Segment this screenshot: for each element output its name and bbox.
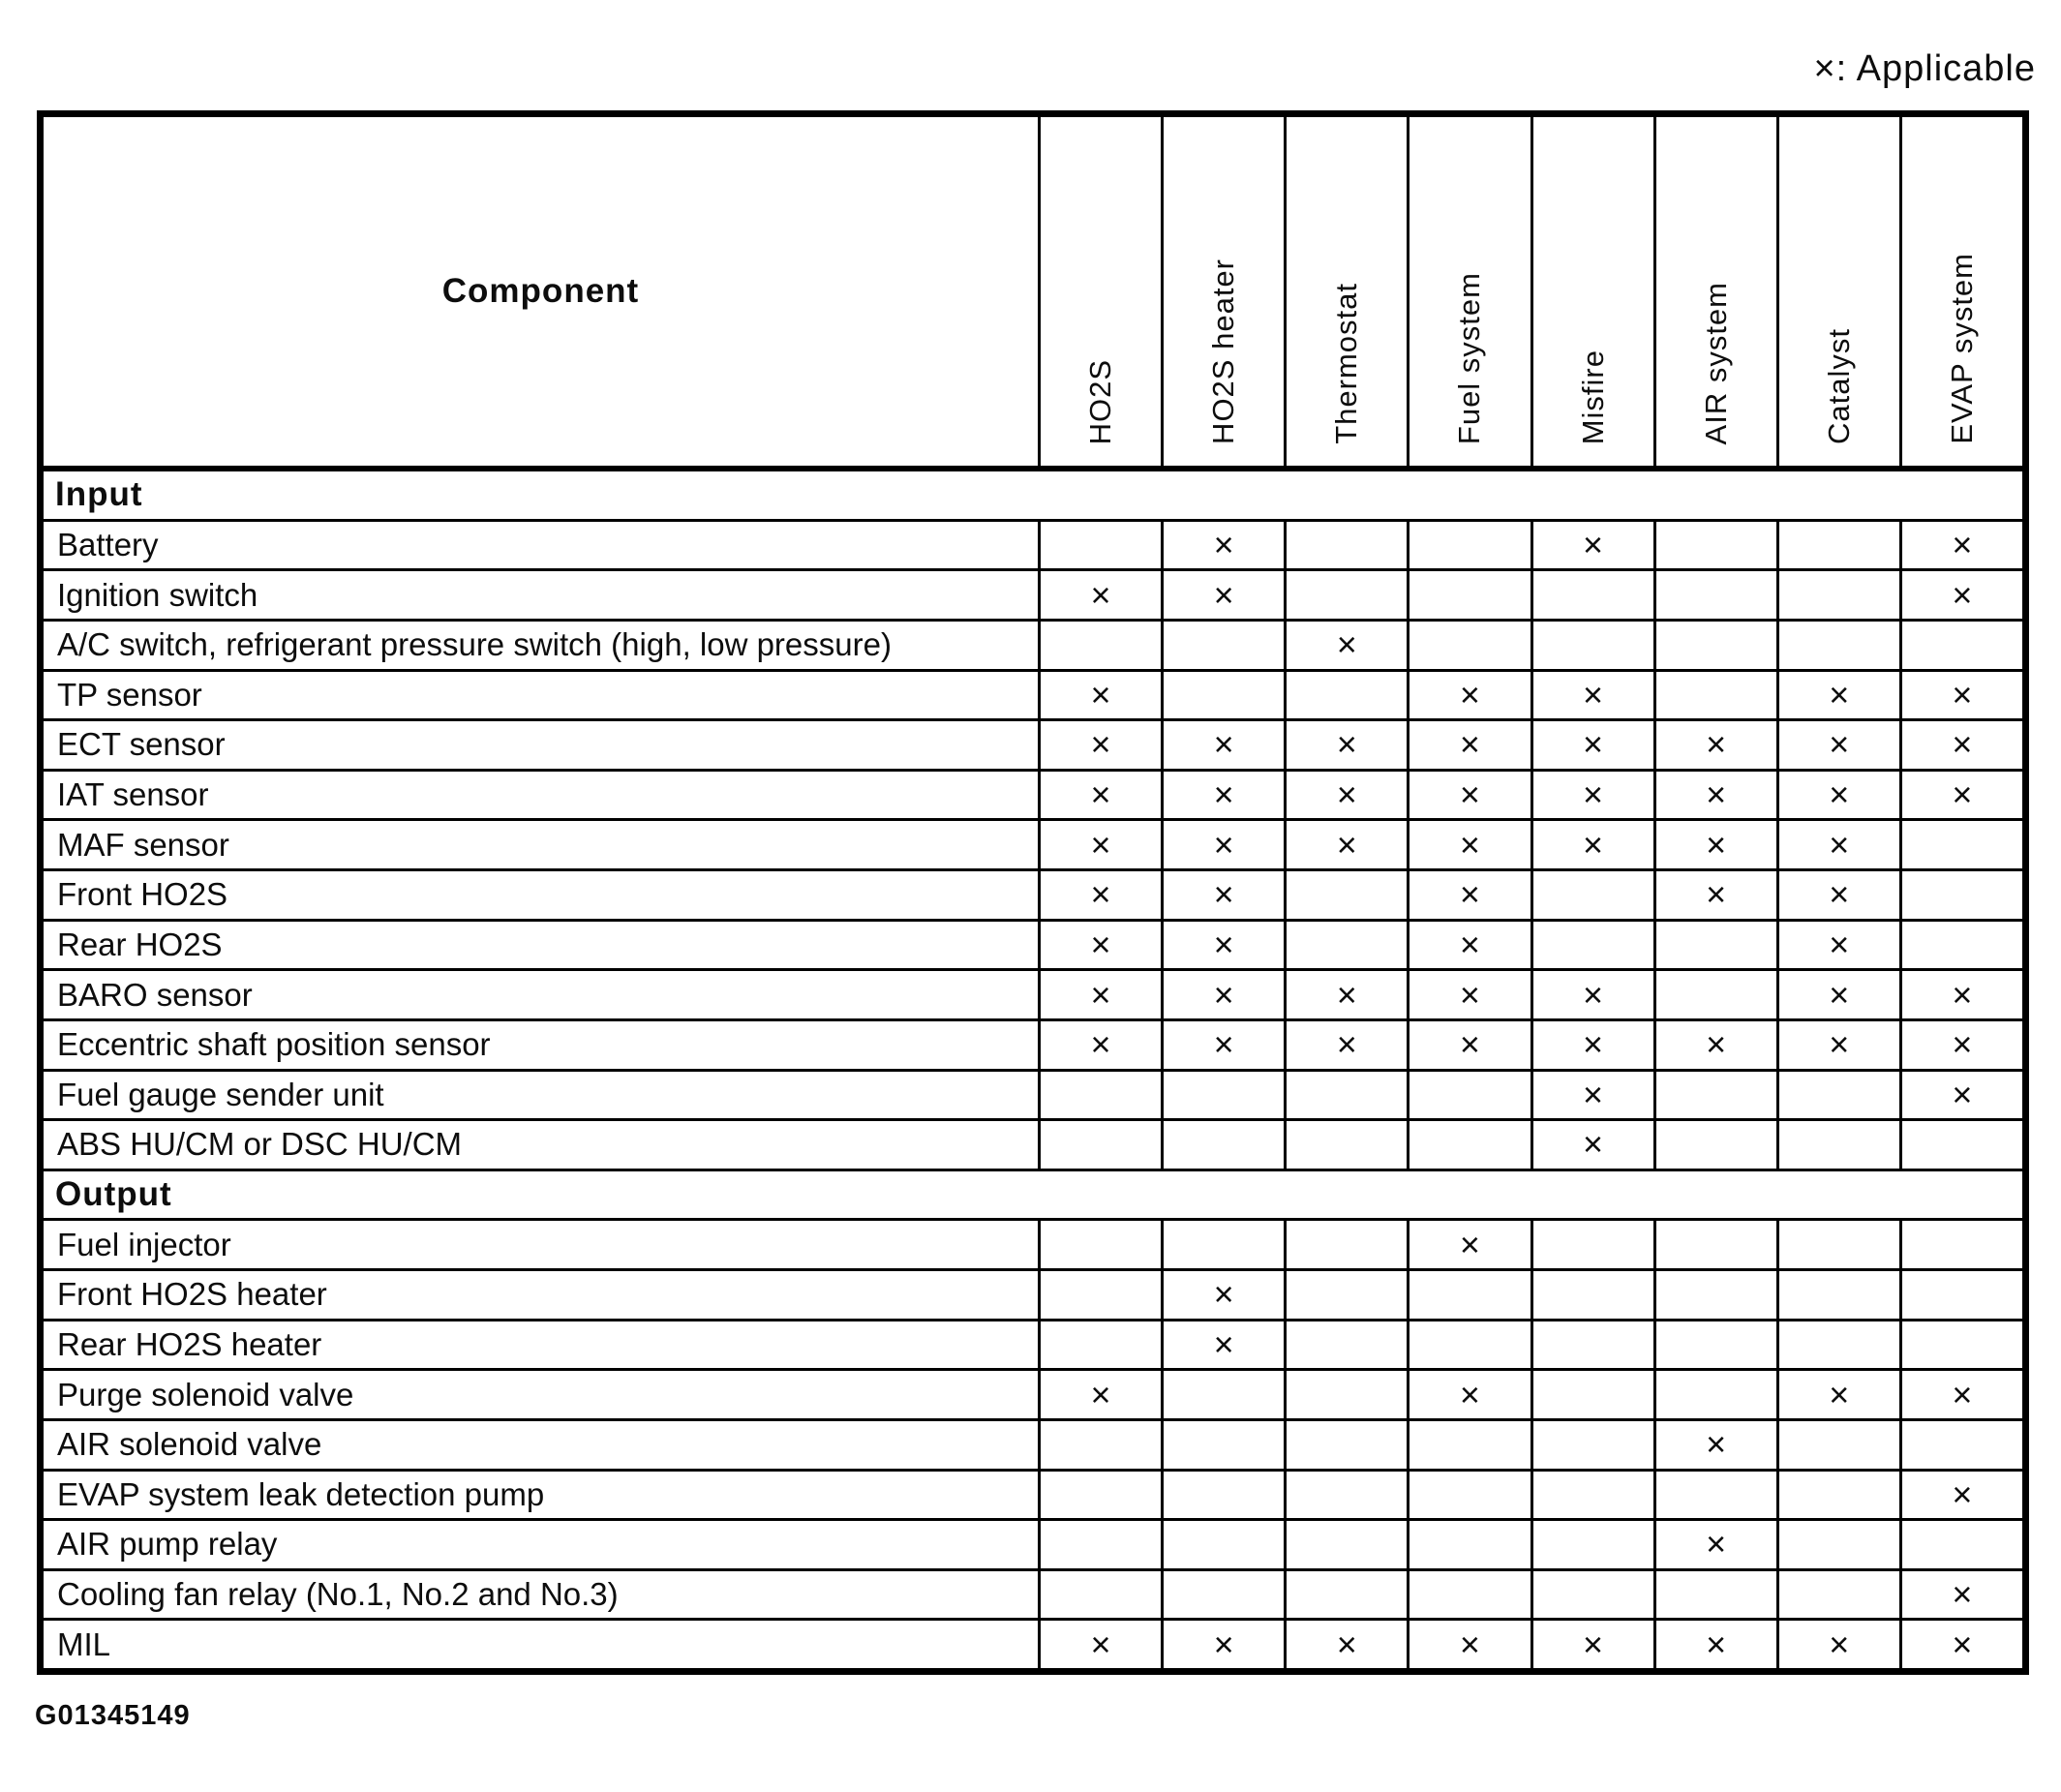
column-header-fuel-system xyxy=(1409,117,1532,466)
column-header-label: Fuel system xyxy=(1452,271,1487,444)
applicable-mark-cell: × xyxy=(1041,1371,1164,1418)
component-label: Purge solenoid valve xyxy=(44,1371,1041,1418)
system-column-headers xyxy=(1041,117,2022,466)
applicable-mark-cell: × xyxy=(1656,1521,1779,1568)
applicable-mark-cell: × xyxy=(1779,1371,1902,1418)
applicable-mark-cell: × xyxy=(1287,622,1409,669)
applicable-mark-cell: × xyxy=(1041,821,1164,868)
applicable-mark-cell: × xyxy=(1952,775,1973,815)
table-row xyxy=(44,1018,2022,1069)
applicable-mark-cell: × xyxy=(1533,1121,1656,1169)
empty-mark-cell xyxy=(1164,1571,1287,1619)
table-row xyxy=(44,1368,2022,1418)
empty-mark-cell xyxy=(1902,922,2022,969)
column-header-label: HO2S xyxy=(1083,358,1118,444)
component-label: MAF sensor xyxy=(44,821,1041,868)
empty-mark-cell xyxy=(1779,1321,1902,1369)
applicable-mark-cell: × xyxy=(1779,1621,1902,1668)
empty-mark-cell xyxy=(1287,871,1409,919)
component-applicability-table xyxy=(37,110,2029,1675)
table-row xyxy=(44,1469,2022,1519)
column-header-ho2s-heater xyxy=(1164,117,1287,466)
applicable-mark-cell: × xyxy=(1952,1473,1973,1514)
applicable-mark-cell: × xyxy=(1041,672,1164,719)
applicable-mark-cell: × xyxy=(1164,772,1287,819)
empty-mark-cell xyxy=(1164,1221,1287,1268)
empty-mark-cell xyxy=(1164,1421,1287,1469)
empty-mark-cell xyxy=(1287,1571,1409,1619)
table-row xyxy=(44,619,2022,669)
applicable-mark-cell: × xyxy=(1409,871,1532,919)
empty-mark-cell xyxy=(1041,1421,1164,1469)
applicable-mark-cell: × xyxy=(1779,871,1902,919)
section-label: Output xyxy=(55,1175,172,1214)
empty-mark-cell xyxy=(1779,1121,1902,1169)
applicable-mark-cell: × xyxy=(1779,821,1902,868)
column-header-evap-system xyxy=(1902,117,2022,466)
applicable-mark-cell: × xyxy=(1779,922,1902,969)
applicable-mark-cell: × xyxy=(1533,821,1656,868)
component-label: Fuel injector xyxy=(44,1221,1041,1268)
empty-mark-cell xyxy=(1287,1221,1409,1268)
applicable-mark-cell: × xyxy=(1041,922,1164,969)
component-column-header: Component xyxy=(44,117,1041,466)
empty-mark-cell xyxy=(1287,1421,1409,1469)
empty-mark-cell xyxy=(1287,1271,1409,1319)
empty-mark-cell xyxy=(1656,522,1779,569)
applicable-mark-cell: × xyxy=(1533,1621,1656,1668)
applicable-mark-cell: × xyxy=(1779,1021,1902,1069)
applicable-mark-cell: × xyxy=(1164,922,1287,969)
component-label: Ignition switch xyxy=(44,571,1041,619)
applicable-mark-cell: × xyxy=(1779,772,1902,819)
table-row xyxy=(44,1568,2022,1619)
empty-mark-cell xyxy=(1533,1321,1656,1369)
applicable-legend: ×: Applicable xyxy=(1813,48,2036,89)
table-row xyxy=(44,1418,2022,1469)
empty-mark-cell xyxy=(1041,1271,1164,1319)
empty-mark-cell xyxy=(1902,622,2022,669)
empty-mark-cell xyxy=(1656,1121,1779,1169)
table-row xyxy=(44,1218,2022,1268)
applicable-mark-cell: × xyxy=(1287,1021,1409,1069)
applicable-mark-cell: × xyxy=(1287,721,1409,769)
empty-mark-cell xyxy=(1779,1472,1902,1519)
applicable-mark-cell: × xyxy=(1041,1621,1164,1668)
table-row xyxy=(44,1618,2022,1668)
empty-mark-cell xyxy=(1041,1221,1164,1268)
applicable-mark-cell: × xyxy=(1952,1074,1973,1114)
column-header-label: EVAP system xyxy=(1944,253,1979,444)
empty-mark-cell xyxy=(1779,1271,1902,1319)
empty-mark-cell xyxy=(1164,1121,1287,1169)
applicable-mark-cell: × xyxy=(1409,721,1532,769)
empty-mark-cell xyxy=(1533,1472,1656,1519)
empty-mark-cell xyxy=(1409,522,1532,569)
empty-mark-cell xyxy=(1656,622,1779,669)
applicable-mark-cell: × xyxy=(1952,724,1973,765)
section-row-output xyxy=(44,1169,2022,1219)
empty-mark-cell xyxy=(1287,1321,1409,1369)
empty-mark-cell xyxy=(1041,1072,1164,1119)
applicable-mark-cell: × xyxy=(1779,721,1902,769)
table-row xyxy=(44,568,2022,619)
table-row xyxy=(44,1518,2022,1568)
empty-mark-cell xyxy=(1902,871,2022,919)
column-header-ho2s xyxy=(1041,117,1164,466)
empty-mark-cell xyxy=(1779,571,1902,619)
applicable-mark-cell: × xyxy=(1164,1321,1287,1369)
empty-mark-cell xyxy=(1041,1472,1164,1519)
empty-mark-cell xyxy=(1409,571,1532,619)
empty-mark-cell xyxy=(1533,922,1656,969)
applicable-mark-cell: × xyxy=(1287,1621,1409,1668)
empty-mark-cell xyxy=(1656,1321,1779,1369)
component-label: Cooling fan relay (No.1, No.2 and No.3) xyxy=(44,1571,1041,1619)
applicable-mark-cell: × xyxy=(1952,674,1973,714)
column-header-thermostat xyxy=(1287,117,1409,466)
applicable-mark-cell: × xyxy=(1164,871,1287,919)
empty-mark-cell xyxy=(1041,622,1164,669)
empty-mark-cell xyxy=(1533,1571,1656,1619)
empty-mark-cell xyxy=(1164,672,1287,719)
applicable-mark-cell: × xyxy=(1533,721,1656,769)
applicable-mark-cell: × xyxy=(1656,1621,1779,1668)
component-label: Front HO2S heater xyxy=(44,1271,1041,1319)
empty-mark-cell xyxy=(1164,1521,1287,1568)
component-label: AIR pump relay xyxy=(44,1521,1041,1568)
applicable-mark-cell: × xyxy=(1533,1072,1656,1119)
applicable-mark-cell: × xyxy=(1533,1021,1656,1069)
empty-mark-cell xyxy=(1409,1571,1532,1619)
component-label: Eccentric shaft position sensor xyxy=(44,1021,1041,1069)
table-header-row xyxy=(44,117,2022,471)
applicable-mark-cell: × xyxy=(1656,772,1779,819)
applicable-mark-cell: × xyxy=(1656,821,1779,868)
applicable-mark-cell: × xyxy=(1287,821,1409,868)
empty-mark-cell xyxy=(1656,1371,1779,1418)
empty-mark-cell xyxy=(1779,522,1902,569)
empty-mark-cell xyxy=(1164,622,1287,669)
column-header-label: Misfire xyxy=(1575,349,1610,444)
empty-mark-cell xyxy=(1902,1421,2022,1469)
component-label: TP sensor xyxy=(44,672,1041,719)
applicable-mark-cell: × xyxy=(1656,871,1779,919)
empty-mark-cell xyxy=(1656,672,1779,719)
component-label: Front HO2S xyxy=(44,871,1041,919)
empty-mark-cell xyxy=(1409,1521,1532,1568)
table-row xyxy=(44,868,2022,919)
empty-mark-cell xyxy=(1164,1472,1287,1519)
applicable-mark-cell: × xyxy=(1533,672,1656,719)
applicable-mark-cell: × xyxy=(1041,571,1164,619)
table-body xyxy=(44,471,2022,1668)
applicable-mark-cell: × xyxy=(1952,1024,1973,1065)
empty-mark-cell xyxy=(1409,1072,1532,1119)
applicable-mark-cell: × xyxy=(1041,772,1164,819)
empty-mark-cell xyxy=(1287,1121,1409,1169)
empty-mark-cell xyxy=(1779,622,1902,669)
component-label: Fuel gauge sender unit xyxy=(44,1072,1041,1119)
empty-mark-cell xyxy=(1533,1271,1656,1319)
applicable-mark-cell: × xyxy=(1952,1624,1973,1664)
component-label: ECT sensor xyxy=(44,721,1041,769)
applicable-mark-cell: × xyxy=(1656,1421,1779,1469)
applicable-mark-cell: × xyxy=(1409,971,1532,1018)
component-label: Battery xyxy=(44,522,1041,569)
applicable-mark-cell: × xyxy=(1952,1374,1973,1414)
component-label: BARO sensor xyxy=(44,971,1041,1018)
applicable-mark-cell: × xyxy=(1779,672,1902,719)
column-header-misfire xyxy=(1533,117,1656,466)
empty-mark-cell xyxy=(1779,1571,1902,1619)
applicable-mark-cell: × xyxy=(1409,922,1532,969)
applicable-mark-cell: × xyxy=(1952,524,1973,564)
empty-mark-cell xyxy=(1656,1271,1779,1319)
empty-mark-cell xyxy=(1287,1521,1409,1568)
applicable-mark-cell: × xyxy=(1409,772,1532,819)
empty-mark-cell xyxy=(1287,672,1409,719)
empty-mark-cell xyxy=(1533,1521,1656,1568)
empty-mark-cell xyxy=(1041,1121,1164,1169)
table-row xyxy=(44,1268,2022,1319)
table-row xyxy=(44,1319,2022,1369)
applicable-mark-cell: × xyxy=(1164,821,1287,868)
applicable-mark-cell: × xyxy=(1164,1271,1287,1319)
applicable-mark-cell: × xyxy=(1409,672,1532,719)
column-header-catalyst xyxy=(1779,117,1902,466)
component-label: Rear HO2S heater xyxy=(44,1321,1041,1369)
empty-mark-cell xyxy=(1287,922,1409,969)
applicable-mark-cell: × xyxy=(1409,821,1532,868)
applicable-mark-cell: × xyxy=(1409,1371,1532,1418)
applicable-mark-cell: × xyxy=(1533,772,1656,819)
empty-mark-cell xyxy=(1779,1421,1902,1469)
empty-mark-cell xyxy=(1656,1072,1779,1119)
empty-mark-cell xyxy=(1409,1121,1532,1169)
empty-mark-cell xyxy=(1533,622,1656,669)
empty-mark-cell xyxy=(1041,1571,1164,1619)
empty-mark-cell xyxy=(1287,522,1409,569)
applicable-mark-cell: × xyxy=(1952,574,1973,615)
empty-mark-cell xyxy=(1533,571,1656,619)
applicable-mark-cell: × xyxy=(1656,721,1779,769)
empty-mark-cell xyxy=(1902,821,2022,868)
applicable-mark-cell: × xyxy=(1164,971,1287,1018)
empty-mark-cell xyxy=(1287,571,1409,619)
applicable-mark-cell: × xyxy=(1779,971,1902,1018)
empty-mark-cell xyxy=(1041,1521,1164,1568)
empty-mark-cell xyxy=(1287,1072,1409,1119)
empty-mark-cell xyxy=(1656,571,1779,619)
empty-mark-cell xyxy=(1409,1472,1532,1519)
column-header-label: AIR system xyxy=(1698,281,1733,444)
table-row xyxy=(44,1069,2022,1119)
column-header-label: HO2S heater xyxy=(1206,258,1241,444)
empty-mark-cell xyxy=(1902,1321,2022,1369)
table-row xyxy=(44,669,2022,719)
applicable-mark-cell: × xyxy=(1164,721,1287,769)
table-row xyxy=(44,769,2022,819)
component-label: EVAP system leak detection pump xyxy=(44,1472,1041,1519)
applicable-mark-cell: × xyxy=(1533,971,1656,1018)
component-label: A/C switch, refrigerant pressure switch (high, low pressure) xyxy=(44,622,1041,669)
empty-mark-cell xyxy=(1902,1521,2022,1568)
applicable-mark-cell: × xyxy=(1656,1021,1779,1069)
empty-mark-cell xyxy=(1779,1521,1902,1568)
applicable-mark-cell: × xyxy=(1409,1021,1532,1069)
empty-mark-cell xyxy=(1656,922,1779,969)
component-label: Rear HO2S xyxy=(44,922,1041,969)
empty-mark-cell xyxy=(1902,1221,2022,1268)
empty-mark-cell xyxy=(1164,1072,1287,1119)
empty-mark-cell xyxy=(1533,1371,1656,1418)
column-header-label: Catalyst xyxy=(1821,328,1856,444)
applicable-mark-cell: × xyxy=(1287,772,1409,819)
empty-mark-cell xyxy=(1779,1221,1902,1268)
column-header-air-system xyxy=(1656,117,1779,466)
empty-mark-cell xyxy=(1656,1571,1779,1619)
component-label: AIR solenoid valve xyxy=(44,1421,1041,1469)
table-row xyxy=(44,718,2022,769)
applicable-mark-cell: × xyxy=(1164,1621,1287,1668)
empty-mark-cell xyxy=(1409,1321,1532,1369)
applicable-mark-cell: × xyxy=(1041,721,1164,769)
empty-mark-cell xyxy=(1041,1321,1164,1369)
empty-mark-cell xyxy=(1902,1121,2022,1169)
empty-mark-cell xyxy=(1656,1221,1779,1268)
column-header-label: Thermostat xyxy=(1329,283,1364,444)
empty-mark-cell xyxy=(1902,1271,2022,1319)
table-row xyxy=(44,968,2022,1018)
applicable-mark-cell: × xyxy=(1164,522,1287,569)
component-label: ABS HU/CM or DSC HU/CM xyxy=(44,1121,1041,1169)
section-row-input xyxy=(44,471,2022,519)
empty-mark-cell xyxy=(1409,1421,1532,1469)
component-label: IAT sensor xyxy=(44,772,1041,819)
table-row xyxy=(44,919,2022,969)
applicable-mark-cell: × xyxy=(1041,971,1164,1018)
table-row xyxy=(44,519,2022,569)
empty-mark-cell xyxy=(1287,1371,1409,1418)
table-row xyxy=(44,1118,2022,1169)
applicable-mark-cell: × xyxy=(1409,1221,1532,1268)
empty-mark-cell xyxy=(1533,871,1656,919)
empty-mark-cell xyxy=(1041,522,1164,569)
applicable-mark-cell: × xyxy=(1164,1021,1287,1069)
empty-mark-cell xyxy=(1164,1371,1287,1418)
applicable-mark-cell: × xyxy=(1952,1574,1973,1615)
empty-mark-cell xyxy=(1287,1472,1409,1519)
applicable-mark-cell: × xyxy=(1952,974,1973,1015)
figure-reference-code: G01345149 xyxy=(35,1700,191,1731)
empty-mark-cell xyxy=(1533,1221,1656,1268)
empty-mark-cell xyxy=(1409,622,1532,669)
applicable-mark-cell: × xyxy=(1533,522,1656,569)
applicable-mark-cell: × xyxy=(1041,1021,1164,1069)
table-row xyxy=(44,818,2022,868)
empty-mark-cell xyxy=(1656,971,1779,1018)
empty-mark-cell xyxy=(1779,1072,1902,1119)
empty-mark-cell xyxy=(1656,1472,1779,1519)
applicable-mark-cell: × xyxy=(1287,971,1409,1018)
section-label: Input xyxy=(55,475,143,514)
applicable-mark-cell: × xyxy=(1409,1621,1532,1668)
component-label: MIL xyxy=(44,1621,1041,1668)
empty-mark-cell xyxy=(1409,1271,1532,1319)
applicable-mark-cell: × xyxy=(1041,871,1164,919)
applicable-mark-cell: × xyxy=(1164,571,1287,619)
empty-mark-cell xyxy=(1533,1421,1656,1469)
